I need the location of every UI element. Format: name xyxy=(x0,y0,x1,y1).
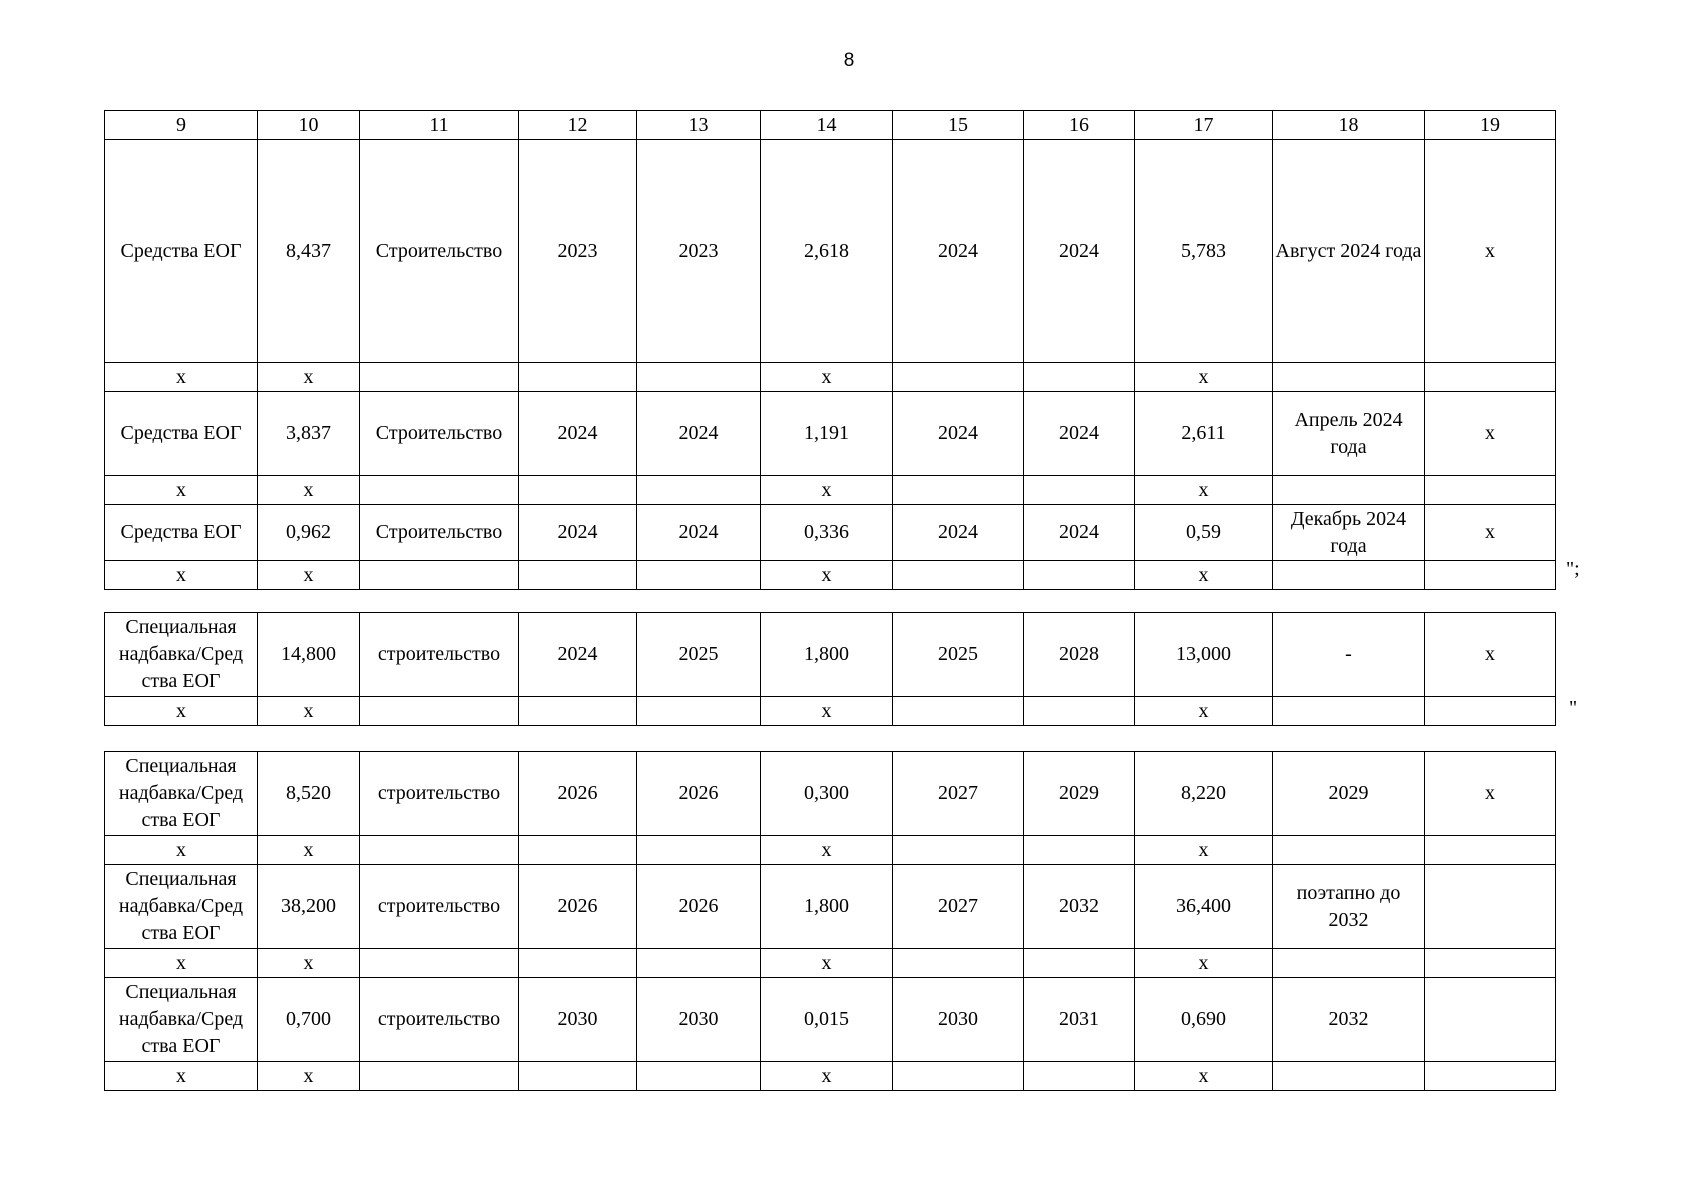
table-block-3 xyxy=(104,751,1556,1091)
table-cell: 16 xyxy=(1024,111,1135,140)
table-cell: x xyxy=(1425,140,1556,363)
table-cell xyxy=(1425,363,1556,392)
table-cell: x xyxy=(105,476,258,505)
table-row xyxy=(105,697,1556,726)
table-cell: 2024 xyxy=(1024,140,1135,363)
table-cell: строительство xyxy=(360,613,519,697)
table-cell: 2029 xyxy=(1024,752,1135,836)
table-cell: - xyxy=(1273,613,1425,697)
table-cell: x xyxy=(1135,363,1273,392)
table-cell: Декабрь 2024 года xyxy=(1273,505,1425,561)
table-cell: 19 xyxy=(1425,111,1556,140)
table-cell: x xyxy=(1135,561,1273,590)
table-cell: 0,700 xyxy=(258,978,360,1062)
table-cell xyxy=(360,561,519,590)
table-cell xyxy=(519,476,637,505)
table-cell: 13 xyxy=(637,111,761,140)
table-cell xyxy=(360,949,519,978)
table-cell xyxy=(1273,836,1425,865)
table-cell xyxy=(637,836,761,865)
table-cell: Специальная надбавка/Сред ства ЕОГ xyxy=(105,752,258,836)
table-cell: 2025 xyxy=(637,613,761,697)
table-row xyxy=(105,1062,1556,1091)
table-cell xyxy=(519,697,637,726)
table-cell: x xyxy=(105,949,258,978)
table-cell: 2024 xyxy=(1024,505,1135,561)
table-cell: 15 xyxy=(893,111,1024,140)
table-cell: x xyxy=(1425,613,1556,697)
table-cell: Специальная надбавка/Сред ства ЕОГ xyxy=(105,865,258,949)
table-cell: 8,437 xyxy=(258,140,360,363)
table-cell xyxy=(1024,949,1135,978)
table-row xyxy=(105,865,1556,949)
closing-quote-mark: " xyxy=(1569,697,1578,719)
table-cell: 0,690 xyxy=(1135,978,1273,1062)
table-cell: 2023 xyxy=(519,140,637,363)
table-row xyxy=(105,836,1556,865)
table-cell: Август 2024 года xyxy=(1273,140,1425,363)
table-cell xyxy=(1425,476,1556,505)
table-cell xyxy=(637,561,761,590)
table-row xyxy=(105,140,1556,363)
table-cell: Специальная надбавка/Сред ства ЕОГ xyxy=(105,978,258,1062)
table-cell xyxy=(1425,697,1556,726)
table-row xyxy=(105,752,1556,836)
table-cell: 2026 xyxy=(637,865,761,949)
table-cell xyxy=(1425,561,1556,590)
table-cell xyxy=(1024,697,1135,726)
table-cell: 2,611 xyxy=(1135,392,1273,476)
table-cell xyxy=(360,476,519,505)
table-cell: x xyxy=(761,561,893,590)
table-cell: 2024 xyxy=(519,613,637,697)
table-cell: 2026 xyxy=(519,752,637,836)
table-cell xyxy=(637,476,761,505)
table-cell: x xyxy=(761,697,893,726)
table-row xyxy=(105,505,1556,561)
table-cell: 2024 xyxy=(519,505,637,561)
table-cell: x xyxy=(1135,1062,1273,1091)
table-cell xyxy=(360,1062,519,1091)
table-cell: x xyxy=(258,697,360,726)
table-cell: строительство xyxy=(360,865,519,949)
table-cell xyxy=(1425,836,1556,865)
table-row xyxy=(105,561,1556,590)
table-cell: x xyxy=(1135,697,1273,726)
table-cell: 2,618 xyxy=(761,140,893,363)
table-cell xyxy=(1425,978,1556,1062)
table-cell: 2024 xyxy=(637,505,761,561)
table-cell: 2025 xyxy=(893,613,1024,697)
table-cell: 2026 xyxy=(519,865,637,949)
table-cell: x xyxy=(105,1062,258,1091)
table-cell xyxy=(1024,1062,1135,1091)
table-cell: 2024 xyxy=(1024,392,1135,476)
table-cell: 2026 xyxy=(637,752,761,836)
table-cell: x xyxy=(761,1062,893,1091)
table-cell xyxy=(1273,363,1425,392)
table-cell: Средства ЕОГ xyxy=(105,392,258,476)
table-cell: 2024 xyxy=(637,392,761,476)
table-cell xyxy=(1425,949,1556,978)
table-cell: x xyxy=(761,836,893,865)
table-cell: x xyxy=(1425,752,1556,836)
table-cell: Апрель 2024 года xyxy=(1273,392,1425,476)
table-cell: x xyxy=(1135,476,1273,505)
table-cell: x xyxy=(1135,949,1273,978)
table-cell xyxy=(1425,1062,1556,1091)
table-cell: x xyxy=(105,836,258,865)
table-cell xyxy=(1273,949,1425,978)
table-cell: x xyxy=(258,363,360,392)
table-cell: строительство xyxy=(360,978,519,1062)
table-cell xyxy=(1273,476,1425,505)
closing-quote-mark: "; xyxy=(1566,558,1580,580)
table-cell: 36,400 xyxy=(1135,865,1273,949)
table-cell xyxy=(893,697,1024,726)
table-cell: 11 xyxy=(360,111,519,140)
table-cell: 2030 xyxy=(637,978,761,1062)
table-block-1 xyxy=(104,110,1556,590)
table-cell: 0,59 xyxy=(1135,505,1273,561)
table-cell xyxy=(637,949,761,978)
table-cell: 2024 xyxy=(893,140,1024,363)
table-cell xyxy=(637,1062,761,1091)
table-cell xyxy=(637,363,761,392)
table-cell xyxy=(1273,1062,1425,1091)
table-row xyxy=(105,613,1556,697)
table-cell: 2023 xyxy=(637,140,761,363)
table-cell xyxy=(893,1062,1024,1091)
table-cell: 0,962 xyxy=(258,505,360,561)
table-cell: 17 xyxy=(1135,111,1273,140)
table-cell xyxy=(637,697,761,726)
table-cell: x xyxy=(105,363,258,392)
table-cell: 2027 xyxy=(893,752,1024,836)
table-cell: 2031 xyxy=(1024,978,1135,1062)
table-cell: 0,015 xyxy=(761,978,893,1062)
table-cell: 2024 xyxy=(893,392,1024,476)
table-cell: Средства ЕОГ xyxy=(105,505,258,561)
table-row xyxy=(105,363,1556,392)
table-row xyxy=(105,392,1556,476)
table-cell: 2028 xyxy=(1024,613,1135,697)
table-cell: 14 xyxy=(761,111,893,140)
table-cell xyxy=(519,561,637,590)
table-cell: x xyxy=(258,836,360,865)
table-cell: x xyxy=(761,363,893,392)
table-row xyxy=(105,949,1556,978)
table-cell: x xyxy=(258,949,360,978)
table-cell: 14,800 xyxy=(258,613,360,697)
table-cell: 0,336 xyxy=(761,505,893,561)
table-cell: 1,800 xyxy=(761,865,893,949)
table-cell xyxy=(1024,363,1135,392)
table-cell: 2024 xyxy=(893,505,1024,561)
table-cell: Специальная надбавка/Сред ства ЕОГ xyxy=(105,613,258,697)
table-cell xyxy=(1024,561,1135,590)
table-cell xyxy=(1024,836,1135,865)
table-cell xyxy=(1425,865,1556,949)
table-cell: x xyxy=(105,697,258,726)
table-cell xyxy=(893,363,1024,392)
table-cell xyxy=(519,1062,637,1091)
table-row xyxy=(105,476,1556,505)
table-cell: 8,520 xyxy=(258,752,360,836)
table-cell: 9 xyxy=(105,111,258,140)
table-cell xyxy=(893,476,1024,505)
table-cell: 1,191 xyxy=(761,392,893,476)
table-cell: x xyxy=(1425,392,1556,476)
table-cell: 2030 xyxy=(519,978,637,1062)
table-cell: Строительство xyxy=(360,392,519,476)
table-cell: x xyxy=(258,1062,360,1091)
table-cell: 2024 xyxy=(519,392,637,476)
table-cell: 1,800 xyxy=(761,613,893,697)
table-cell: x xyxy=(105,561,258,590)
table-cell: x xyxy=(258,561,360,590)
table-cell: 18 xyxy=(1273,111,1425,140)
table-cell: поэтапно до 2032 xyxy=(1273,865,1425,949)
table-block-2 xyxy=(104,612,1556,726)
table-cell: 3,837 xyxy=(258,392,360,476)
page-number: 8 xyxy=(843,50,855,71)
header-row xyxy=(105,111,1556,140)
table-cell: Строительство xyxy=(360,140,519,363)
table-cell: x xyxy=(258,476,360,505)
table-cell: 2027 xyxy=(893,865,1024,949)
table-cell: 38,200 xyxy=(258,865,360,949)
table-cell: 13,000 xyxy=(1135,613,1273,697)
table-cell xyxy=(360,836,519,865)
table-cell xyxy=(1273,561,1425,590)
table-cell: Средства ЕОГ xyxy=(105,140,258,363)
table-cell xyxy=(1273,697,1425,726)
table-cell xyxy=(893,561,1024,590)
table-cell: 5,783 xyxy=(1135,140,1273,363)
table-cell: 0,300 xyxy=(761,752,893,836)
table-cell: 8,220 xyxy=(1135,752,1273,836)
table-cell xyxy=(519,363,637,392)
table-cell: 2032 xyxy=(1024,865,1135,949)
table-cell xyxy=(519,949,637,978)
table-cell: x xyxy=(761,949,893,978)
table-row xyxy=(105,978,1556,1062)
table-cell: 10 xyxy=(258,111,360,140)
table-cell: 2032 xyxy=(1273,978,1425,1062)
table-cell xyxy=(893,836,1024,865)
table-cell xyxy=(519,836,637,865)
table-cell: 2029 xyxy=(1273,752,1425,836)
table-cell xyxy=(893,949,1024,978)
table-cell xyxy=(1024,476,1135,505)
table-cell: Строительство xyxy=(360,505,519,561)
table-cell: строительство xyxy=(360,752,519,836)
table-cell xyxy=(360,363,519,392)
table-cell: x xyxy=(1425,505,1556,561)
table-cell: x xyxy=(1135,836,1273,865)
table-cell xyxy=(360,697,519,726)
table-cell: 2030 xyxy=(893,978,1024,1062)
table-cell: x xyxy=(761,476,893,505)
table-cell: 12 xyxy=(519,111,637,140)
